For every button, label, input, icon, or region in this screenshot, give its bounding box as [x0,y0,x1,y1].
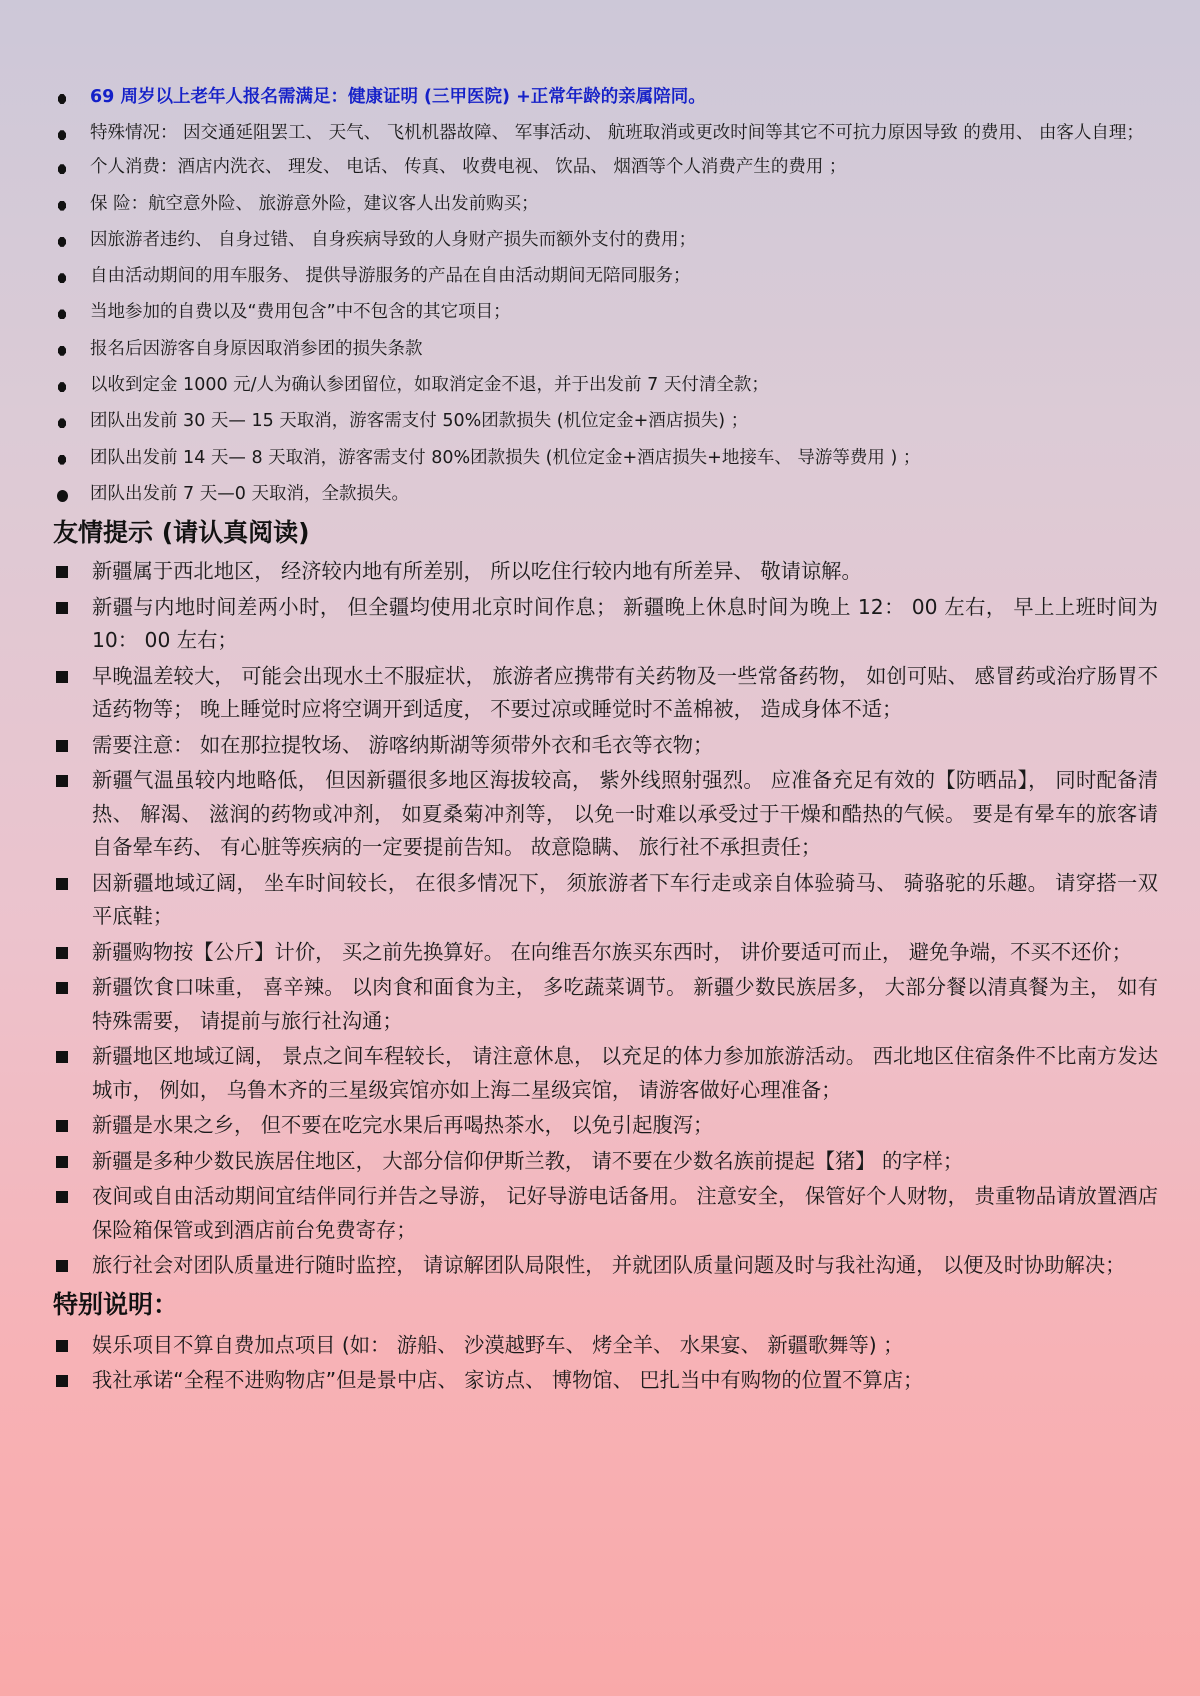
list-item-text: 团队出发前 7 天—0 天取消，全款损失。 [90,483,409,504]
list-item-text: 新疆属于西北地区， 经济较内地有所差别， 所以吃住行较内地有所差异、 敬请谅解。 [92,559,862,584]
bullet-icon [58,455,66,465]
list-item-text: 早晚温差较大， 可能会出现水土不服症状， 旅游者应携带有关药物及一些常备药物， 如创可贴、 感冒药或治疗肠胃不适药物等； 晚上睡觉时应将空调开到适度， 不要过凉或睡觉时不盖棉被， 造成身体不适； [92,663,1158,722]
list-item [0,152,1200,183]
list-item [0,764,1200,865]
list-item-text: 新疆与内地时间差两小时， 但全疆均使用北京时间作息； 新疆晚上休息时间为晚上 12： 00 左右， 早上上班时间为 10： 00 左右； [92,594,1158,653]
list-item [0,370,1200,401]
square-bullet-icon [56,982,68,994]
list-item [0,591,1200,658]
list-item [0,1249,1200,1283]
square-bullet-icon [56,1051,68,1063]
list-item [0,443,1200,474]
list-item-text: 我社承诺“全程不进购物店”但是景中店、 家访点、 博物馆、 巴扎当中有购物的位置不算店； [92,1368,924,1393]
list-item [0,479,1200,510]
square-bullet-icon [56,947,68,959]
list-item [0,1329,1200,1363]
list-item [0,189,1200,220]
list-item-text: 当地参加的自费以及“费用包含”中不包含的其它项目； [90,302,511,323]
list-item [0,297,1200,328]
list-item-text: 需要注意： 如在那拉提牧场、 游喀纳斯湖等须带外衣和毛衣等衣物； [92,732,714,757]
list-item [0,660,1200,727]
tips-list [0,555,1200,1283]
bullet-icon [58,382,66,392]
special-heading: 特别说明： [53,1289,179,1319]
list-item [0,82,1200,113]
list-item-text: 新疆气温虽较内地略低， 但因新疆很多地区海拔较高， 紫外线照射强烈。 应准备充足有效的【防晒品】， 同时配备清热、 解渴、 滋润的药物或冲剂， 如夏桑菊冲剂等， 以免一时难以承受过于干燥和酷热的气候。 要是有晕车的旅客请自备晕车药、 有心脏等疾病的一定要提前告知。 故意隐瞒、 旅行社不承担责任； [92,768,1158,860]
list-item [0,261,1200,292]
list-item [0,729,1200,763]
bullet-icon [58,273,66,283]
square-bullet-icon [56,1260,68,1272]
list-item-text: 报名后因游客自身原因取消参团的损失条款 [90,338,423,359]
square-bullet-icon [56,1156,68,1168]
list-item-text: 新疆饮食口味重， 喜辛辣。 以肉食和面食为主， 多吃蔬菜调节。 新疆少数民族居多， 大部分餐以清真餐为主， 如有特殊需要， 请提前与旅行社沟通； [92,975,1158,1033]
bullet-icon [58,237,66,247]
square-bullet-icon [56,775,68,787]
list-item-text: 保 险：航空意外险、 旅游意外险，建议客人出发前购买； [90,193,539,214]
square-bullet-icon [56,878,68,890]
tips-heading: 友情提示 (请认真阅读) [53,518,310,548]
list-item [0,1145,1200,1179]
list-item [0,1364,1200,1398]
list-item [0,867,1200,934]
bullet-icon [58,346,66,356]
list-item-text: 新疆地区地域辽阔， 景点之间车程较长， 请注意休息， 以充足的体力参加旅游活动。 西北地区住宿条件不比南方发达城市， 例如， 乌鲁木齐的三星级宾馆亦如上海二星级宾馆， 请游客做好心理准备； [92,1044,1158,1102]
bullet-icon [58,130,66,140]
list-item [0,1040,1200,1107]
list-item-text: 个人消费：酒店内洗衣、 理发、 电话、 传真、 收费电视、 饮品、 烟酒等个人消费产生的费用 ； [90,157,847,178]
list-item-text: 特殊情况： 因交通延阻罢工、 天气、 飞机机器故障、 军事活动、 航班取消或更改时间等其它不可抗力原因导致 的费用、 由客人自理； [90,123,1144,144]
bullet-icon [57,490,68,502]
bullet-icon [58,201,66,211]
bullet-icon [58,94,66,104]
list-item-text: 因新疆地域辽阔， 坐车时间较长， 在很多情况下， 须旅游者下车行走或亲自体验骑马、 骑骆驼的乐趣。 请穿搭一双平底鞋； [92,870,1158,929]
list-item [0,936,1200,970]
square-bullet-icon [56,566,68,578]
list-item-text: 自由活动期间的用车服务、 提供导游服务的产品在自由活动期间无陪同服务； [90,266,691,287]
list-item [0,118,1200,149]
list-item-text: 69 周岁以上老年人报名需满足：健康证明 (三甲医院) +正常年龄的亲属陪同。 [90,87,706,107]
list-item-text: 旅行社会对团队质量进行随时监控， 请谅解团队局限性， 并就团队质量问题及时与我社沟通， 以便及时协助解决； [92,1253,1126,1278]
list-item-text: 团队出发前 30 天— 15 天取消，游客需支付 50%团款损失 (机位定金+酒店损失) ； [90,411,749,432]
special-list [0,1329,1200,1398]
list-item-text: 因旅游者违约、 自身过错、 自身疾病导致的人身财产损失而额外支付的费用； [90,229,697,250]
list-item-text: 新疆购物按【公斤】计价， 买之前先换算好。 在向维吾尔族买东西时， 讲价要适可而止， 避免争端，不买不还价； [92,939,1132,964]
list-item-text: 夜间或自由活动期间宜结伴同行并告之导游， 记好导游电话备用。 注意安全， 保管好个人财物， 贵重物品请放置酒店保险箱保管或到酒店前台免费寄存； [92,1184,1158,1242]
list-item [0,406,1200,437]
list-item [0,1109,1200,1143]
square-bullet-icon [56,1375,68,1387]
fees-excluded-list [0,82,1200,510]
list-item-text: 团队出发前 14 天— 8 天取消，游客需支付 80%团款损失 (机位定金+酒店损失+地接车、 导游等费用 ) ； [90,447,921,468]
list-item-text: 以收到定金 1000 元/人为确认参团留位，如取消定金不退，并于出发前 7 天付清全款； [90,375,769,396]
square-bullet-icon [56,740,68,752]
square-bullet-icon [56,602,68,614]
square-bullet-icon [56,1191,68,1203]
square-bullet-icon [56,671,68,683]
bullet-icon [58,418,66,428]
list-item [0,1180,1200,1247]
list-item [0,971,1200,1038]
list-item-text: 新疆是多种少数民族居住地区， 大部分信仰伊斯兰教， 请不要在少数名族前提起【猪】 的字样； [92,1148,964,1173]
list-item [0,225,1200,256]
list-item-text: 娱乐项目不算自费加点项目 (如： 游船、 沙漠越野车、 烤全羊、 水果宴、 新疆歌舞等) ； [92,1332,904,1357]
square-bullet-icon [56,1120,68,1132]
bullet-icon [58,309,66,319]
bullet-icon [58,164,66,174]
list-item [0,555,1200,589]
list-item [0,334,1200,365]
list-item-text: 新疆是水果之乡， 但不要在吃完水果后再喝热茶水， 以免引起腹泻； [92,1113,714,1138]
square-bullet-icon [56,1340,68,1352]
